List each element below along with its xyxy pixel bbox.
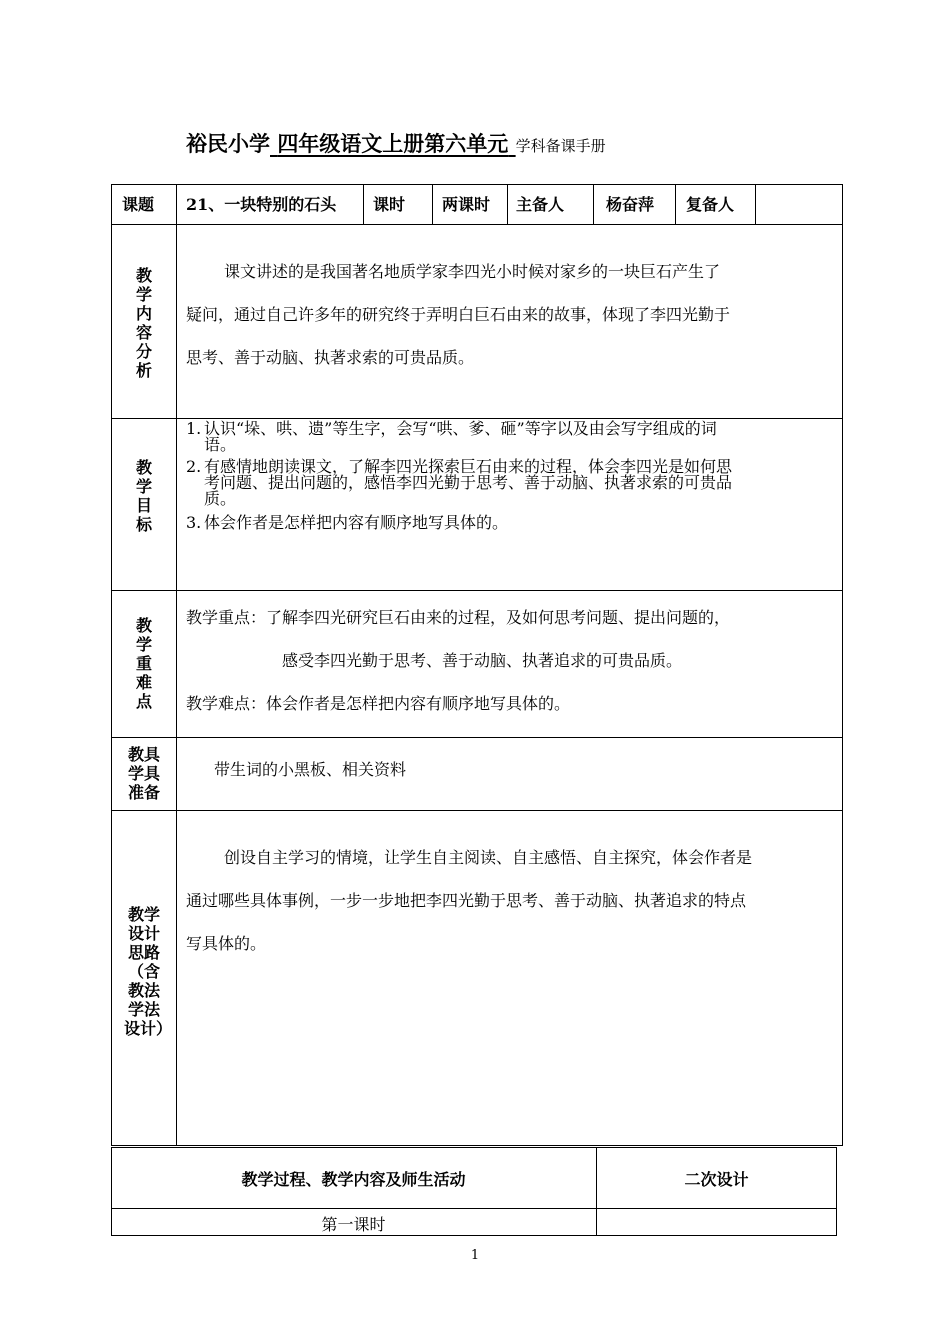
key-point-line: 感受李四光勤于思考、善于动脑、执著追求的可贵品质。	[282, 651, 683, 670]
row-divider	[111, 224, 843, 225]
topic-label: 课题	[122, 195, 155, 214]
design-line: 创设自主学习的情境，让学生自主阅读、自主感悟、自主探究，体会作者是	[224, 848, 753, 867]
column-divider	[675, 184, 676, 224]
process-column-header: 教学过程、教学内容及师生活动	[241, 1170, 466, 1189]
key-point-line: 教学重点：了解李四光研究巨石由来的过程，及如何思考问题、提出问题的，	[186, 608, 731, 627]
goal-line: 质。	[204, 489, 237, 508]
goal-number: 2.	[186, 457, 202, 476]
column-divider	[755, 184, 756, 224]
lead-value: 杨奋萍	[606, 195, 655, 214]
row-divider	[111, 810, 843, 811]
analysis-label: 教学内容分析	[135, 266, 152, 380]
review-label: 复备人	[686, 195, 735, 214]
topic-value: 21、一块特别的石头	[186, 195, 337, 214]
lead-label: 主备人	[516, 195, 565, 214]
subject-unit: 四年级语文上册第六单元	[277, 131, 509, 156]
row-divider	[111, 1208, 837, 1209]
hours-value: 两课时	[442, 195, 491, 214]
design-line: 通过哪些具体事例，一步一步地把李四光勤于思考、善于动脑、执著追求的特点	[186, 891, 747, 910]
goal-line: 考问题、提出问题的，感悟李四光勤于思考、善于动脑、执著求索的可贵品	[204, 473, 733, 492]
column-divider	[593, 184, 594, 224]
materials-text: 带生词的小黑板、相关资料	[214, 760, 407, 779]
analysis-text	[186, 250, 836, 379]
goal-number: 3.	[186, 513, 202, 532]
design-line: 写具体的。	[186, 934, 267, 953]
column-divider	[507, 184, 508, 224]
analysis-line: 课文讲述的是我国著名地质学家李四光小时候对家乡的一块巨石产生了	[224, 262, 721, 281]
goal-line: 有感情地朗读课文，了解李四光探索巨石由来的过程，体会李四光是如何思	[204, 457, 733, 476]
key-points-label: 教学重难点	[135, 616, 152, 711]
goal-line: 认识“垛、哄、遗”等生字，会写“哄、爹、砸”等字以及由会写字组成的词	[204, 419, 717, 438]
column-divider	[432, 184, 433, 224]
analysis-line: 思考、善于动脑、执著求索的可贵品质。	[186, 348, 475, 367]
title-suffix: 学科备课手册	[515, 137, 606, 155]
key-points-text	[186, 596, 836, 725]
column-divider	[596, 1147, 597, 1236]
column-divider	[176, 184, 177, 1146]
goals-list	[186, 421, 836, 541]
goal-number: 1.	[186, 419, 202, 438]
document-title	[186, 128, 606, 158]
goal-line: 语。	[204, 435, 237, 454]
first-lesson-label: 第一课时	[321, 1215, 386, 1234]
school-name: 裕民小学	[186, 131, 270, 156]
materials-label: 教具学具准备	[127, 745, 160, 802]
hours-label: 课时	[373, 195, 406, 214]
analysis-line: 疑问，通过自己许多年的研究终于弄明白巨石由来的故事，体现了李四光勤于	[186, 305, 731, 324]
goal-line: 体会作者是怎样把内容有顺序地写具体的。	[204, 513, 509, 532]
design-label: 教学设计思路（含教法学法设计）	[124, 905, 173, 1038]
difficulty-line: 教学难点：体会作者是怎样把内容有顺序地写具体的。	[186, 694, 571, 713]
design-text	[186, 836, 836, 965]
row-divider	[111, 590, 843, 591]
goals-label: 教学目标	[135, 458, 152, 534]
column-divider	[363, 184, 364, 224]
row-divider	[111, 737, 843, 738]
second-design-header: 二次设计	[684, 1170, 749, 1189]
page-number: 1	[470, 1248, 480, 1263]
